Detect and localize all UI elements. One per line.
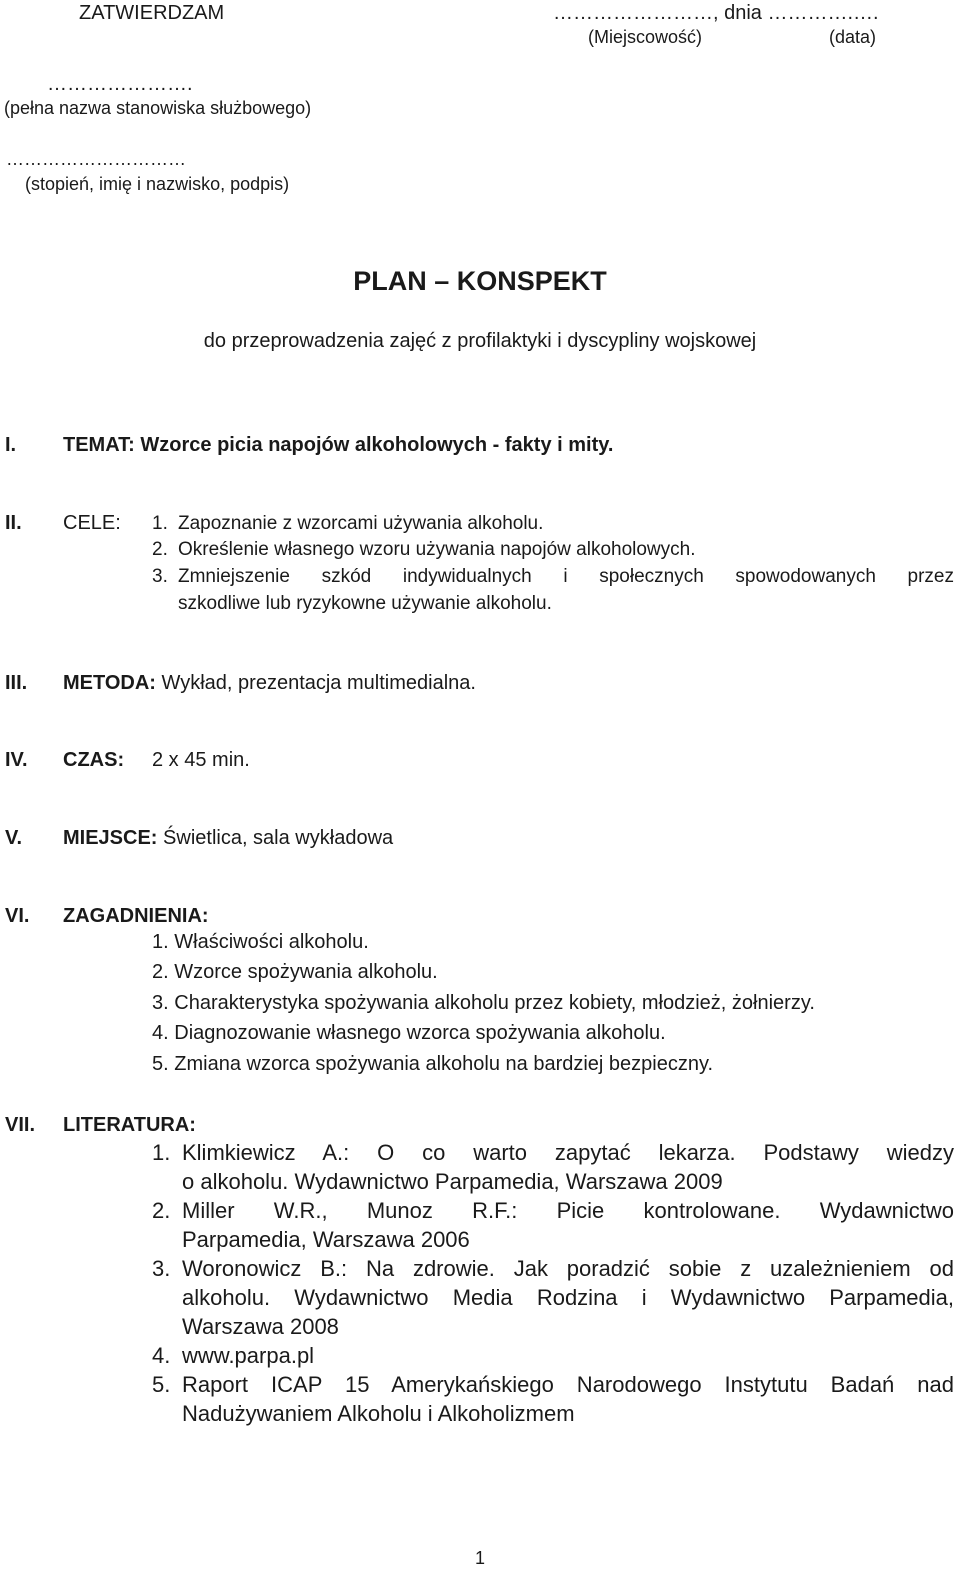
cele-item-3-line1: Zmniejszenie szkód indywidualnych i społecznych spowodowanych przez — [178, 566, 954, 587]
literatura-item-1-number: 1. — [152, 1140, 171, 1165]
literatura-item-2-line1: Miller W.R., Munoz R.F.: Picie kontrolowane. Wydawnictwo — [182, 1198, 954, 1223]
section-metoda — [63, 671, 476, 695]
page-number: 1 — [474, 1548, 485, 1568]
literatura-item-3-line1: Woronowicz B.: Na zdrowie. Jak poradzić sobie z uzależnieniem od — [182, 1256, 954, 1281]
section-number-iii: III. — [5, 672, 28, 694]
literatura-item-2-number: 2. — [152, 1198, 171, 1223]
list-item-text: Wzorce spożywania alkoholu. — [174, 961, 438, 983]
approve-label: ZATWIERDZAM — [79, 2, 225, 24]
cele-item-2-number: 2. — [152, 539, 168, 560]
list-item-number: 4. — [152, 1022, 169, 1044]
zagadnienia-item-3 — [152, 991, 815, 1015]
list-item-number: 2. — [152, 961, 169, 983]
literatura-item-4-link[interactable]: www.parpa.pl — [182, 1343, 315, 1368]
cele-item-3-line2: szkodliwe lub ryzykowne używanie alkoholu. — [178, 593, 552, 614]
cele-item-1-text: Zapoznanie z wzorcami używania alkoholu. — [178, 513, 544, 534]
cele-label: CELE: — [63, 512, 121, 534]
literatura-label: LITERATURA: — [63, 1114, 196, 1136]
list-item-text: Charakterystyka spożywania alkoholu przez kobiety, młodzież, żołnierzy. — [174, 992, 815, 1014]
literatura-item-4-number: 4. — [152, 1343, 171, 1368]
cele-item-1-number: 1. — [152, 513, 168, 534]
literatura-item-2-line2: Parpamedia, Warszawa 2006 — [182, 1227, 470, 1252]
metoda-text: Wykład, prezentacja multimedialna. — [161, 672, 476, 694]
position-dots: …………………. — [47, 73, 193, 95]
list-item-number: 3. — [152, 992, 169, 1014]
page-title: PLAN – KONSPEKT — [353, 266, 607, 296]
signature-dots: ………………………… — [6, 149, 186, 169]
section-number-i: I. — [5, 434, 17, 456]
list-item-text: Właściwości alkoholu. — [174, 931, 369, 953]
page-subtitle: do przeprowadzenia zajęć z profilaktyki i dyscypliny wojskowej — [203, 330, 757, 352]
zagadnienia-item-2 — [152, 960, 438, 984]
literatura-item-1-line2: o alkoholu. Wydawnictwo Parpamedia, Warszawa 2009 — [182, 1169, 723, 1194]
place-date-line: ……………………, dnia ………….…. — [553, 2, 879, 24]
section-number-v: V. — [5, 827, 23, 849]
literatura-item-3-line2: alkoholu. Wydawnictwo Media Rodzina i Wydawnictwo Parpamedia, — [182, 1285, 954, 1310]
literatura-item-3-number: 3. — [152, 1256, 171, 1281]
zagadnienia-item-1 — [152, 930, 369, 954]
section-number-ii: II. — [5, 512, 22, 534]
list-item-text: Diagnozowanie własnego wzorca spożywania alkoholu. — [174, 1022, 666, 1044]
position-label: (pełna nazwa stanowiska służbowego) — [4, 98, 312, 118]
czas-text: 2 x 45 min. — [152, 749, 250, 771]
section-temat — [63, 433, 613, 457]
temat-label: TEMAT: — [63, 434, 135, 456]
section-miejsce — [63, 826, 393, 850]
miejsce-label: MIEJSCE: — [63, 827, 158, 849]
literatura-item-5-line1: Raport ICAP 15 Amerykańskiego Narodowego Instytutu Badań nad — [182, 1372, 954, 1397]
date-label: (data) — [829, 27, 877, 47]
section-number-vii: VII. — [5, 1114, 36, 1136]
literatura-item-5-number: 5. — [152, 1372, 171, 1397]
place-label: (Miejscowość) — [588, 27, 703, 47]
literatura-item-1-line1: Klimkiewicz A.: O co warto zapytać lekarza. Podstawy wiedzy — [182, 1140, 954, 1165]
zagadnienia-item-5 — [152, 1052, 713, 1076]
metoda-label: METODA: — [63, 672, 156, 694]
czas-label: CZAS: — [63, 749, 125, 771]
section-number-iv: IV. — [5, 749, 28, 771]
temat-text: Wzorce picia napojów alkoholowych - fakty i mity. — [140, 434, 614, 456]
cele-item-3-number: 3. — [152, 566, 168, 587]
literatura-item-5-line2: Nadużywaniem Alkoholu i Alkoholizmem — [182, 1401, 575, 1426]
cele-item-2-text: Określenie własnego wzoru używania napojów alkoholowych. — [178, 539, 696, 560]
section-number-vi: VI. — [5, 905, 30, 927]
list-item-number: 1. — [152, 931, 169, 953]
list-item-number: 5. — [152, 1053, 169, 1075]
list-item-text: Zmiana wzorca spożywania alkoholu na bardziej bezpieczny. — [174, 1053, 714, 1075]
miejsce-text: Świetlica, sala wykładowa — [163, 827, 394, 849]
zagadnienia-label: ZAGADNIENIA: — [63, 905, 209, 927]
signature-label: (stopień, imię i nazwisko, podpis) — [25, 174, 290, 194]
zagadnienia-item-4 — [152, 1021, 666, 1045]
literatura-item-3-line3: Warszawa 2008 — [182, 1314, 339, 1339]
